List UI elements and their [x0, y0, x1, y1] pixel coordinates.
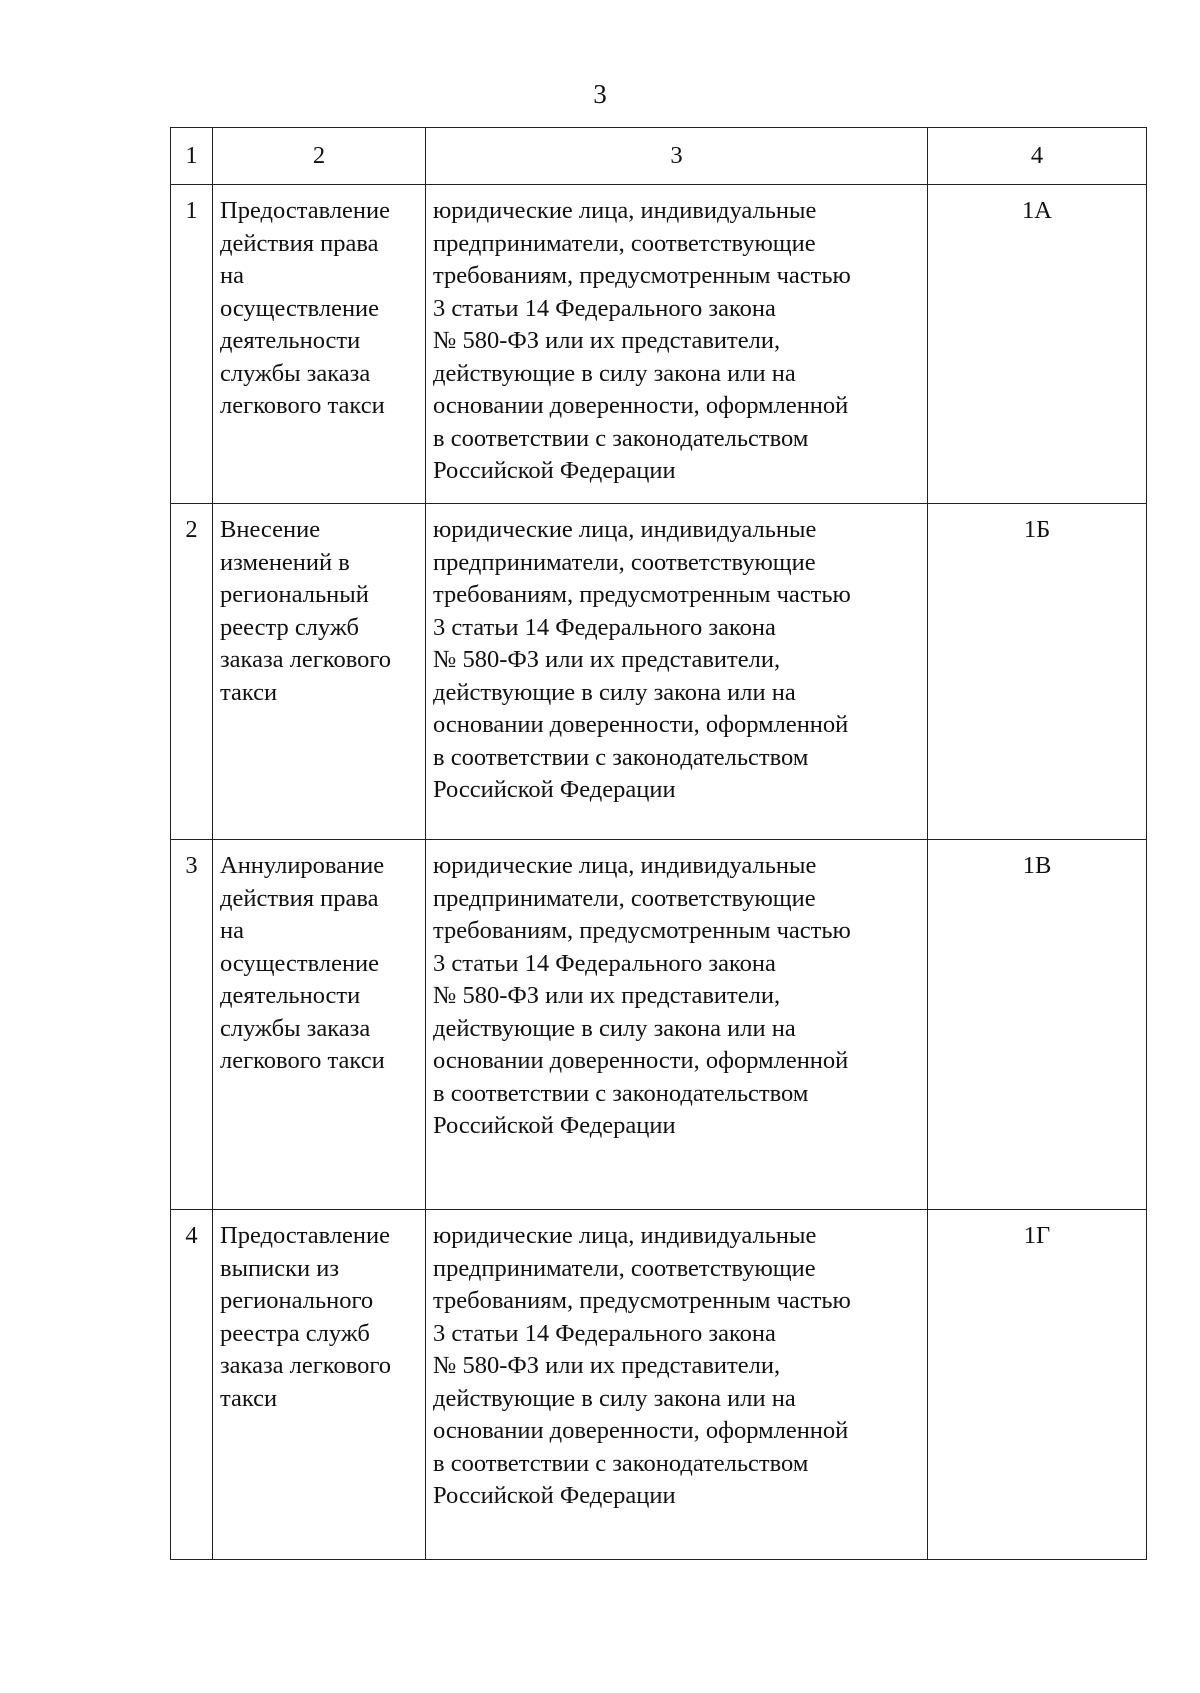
table-row: [171, 840, 1147, 1210]
applicants-line: № 580-ФЗ или их представители,: [433, 327, 781, 354]
service-name: [213, 185, 426, 504]
service-name-line: Предоставление: [220, 1222, 391, 1249]
service-name-line: деятельности: [220, 982, 361, 1009]
row-number: 1: [171, 185, 213, 504]
applicants-line: Российской Федерации: [433, 1112, 676, 1139]
applicants-line: в соответствии с законодательством: [433, 1079, 809, 1107]
service-code: 1В: [928, 840, 1147, 1210]
applicants-line: № 580-ФЗ или их представители,: [433, 646, 781, 673]
applicants-line: 3 статьи 14 Федерального закона: [433, 294, 776, 322]
service-code: 1А: [928, 185, 1147, 504]
page-number: 3: [593, 79, 607, 109]
applicants-line: 3 статьи 14 Федерального закона: [433, 1319, 776, 1347]
applicants-line: основании доверенности, оформленной: [433, 1047, 849, 1074]
applicants-description: [426, 504, 928, 840]
header-cell-1: 1: [171, 128, 213, 185]
header-cell-2: 2: [213, 128, 426, 185]
applicants-line: основании доверенности, оформленной: [433, 1417, 849, 1444]
services-table: [170, 127, 1147, 1560]
applicants-line: юридические лица, индивидуальные: [433, 1222, 817, 1249]
service-name-line: изменений в: [220, 548, 350, 576]
applicants-line: основании доверенности, оформленной: [433, 711, 849, 738]
header-cell-4: 4: [928, 128, 1147, 185]
applicants-line: юридические лица, индивидуальные: [433, 197, 817, 224]
applicants-line: действующие в силу закона или на: [433, 678, 796, 706]
service-name-line: на: [220, 262, 244, 289]
service-name-line: заказа легкового: [220, 1352, 392, 1379]
applicants-line: 3 статьи 14 Федерального закона: [433, 613, 776, 641]
table-row: [171, 185, 1147, 504]
service-name: [213, 1210, 426, 1560]
row-number: 2: [171, 504, 213, 840]
applicants-line: предприниматели, соответствующие: [433, 884, 816, 912]
applicants-line: Российской Федерации: [433, 776, 676, 803]
service-name: [213, 504, 426, 840]
service-name-line: легкового такси: [220, 1047, 385, 1074]
service-code: 1Г: [928, 1210, 1147, 1560]
service-name-line: такси: [220, 678, 278, 706]
applicants-line: предприниматели, соответствующие: [433, 229, 816, 257]
service-name-line: реестр служб: [220, 613, 359, 641]
table-row: [171, 504, 1147, 840]
applicants-line: действующие в силу закона или на: [433, 1014, 796, 1042]
table-row: [171, 1210, 1147, 1560]
applicants-line: требованиям, предусмотренным частью: [433, 262, 851, 289]
service-name-line: Аннулирование: [220, 852, 385, 879]
applicants-line: требованиям, предусмотренным частью: [433, 917, 851, 944]
applicants-line: действующие в силу закона или на: [433, 1384, 796, 1412]
table-header-row: [171, 128, 1147, 185]
service-name-line: такси: [220, 1384, 278, 1412]
applicants-line: предприниматели, соответствующие: [433, 1254, 816, 1282]
applicants-line: предприниматели, соответствующие: [433, 548, 816, 576]
applicants-line: Российской Федерации: [433, 1482, 676, 1509]
service-name-line: осуществление: [220, 294, 380, 322]
service-name-line: заказа легкового: [220, 646, 392, 673]
applicants-line: требованиям, предусмотренным частью: [433, 1287, 851, 1314]
applicants-description: [426, 840, 928, 1210]
applicants-description: [426, 1210, 928, 1560]
applicants-description: [426, 185, 928, 504]
service-name-line: действия права: [220, 229, 379, 257]
service-name-line: Предоставление: [220, 197, 391, 224]
service-name-line: на: [220, 917, 244, 944]
applicants-line: основании доверенности, оформленной: [433, 392, 849, 419]
header-cell-3: 3: [426, 128, 928, 185]
applicants-line: № 580-ФЗ или их представители,: [433, 982, 781, 1009]
service-code: 1Б: [928, 504, 1147, 840]
applicants-line: в соответствии с законодательством: [433, 424, 809, 452]
applicants-line: 3 статьи 14 Федерального закона: [433, 949, 776, 977]
applicants-line: юридические лица, индивидуальные: [433, 516, 817, 543]
applicants-line: в соответствии с законодательством: [433, 1449, 809, 1477]
service-name-line: выписки из: [220, 1254, 340, 1282]
applicants-line: действующие в силу закона или на: [433, 359, 796, 387]
service-name: [213, 840, 426, 1210]
service-name-line: региональный: [220, 581, 369, 608]
service-name-line: деятельности: [220, 327, 361, 354]
applicants-line: Российской Федерации: [433, 457, 676, 484]
applicants-line: юридические лица, индивидуальные: [433, 852, 817, 879]
service-name-line: службы заказа: [220, 1014, 371, 1042]
service-name-line: регионального: [220, 1287, 374, 1314]
service-name-line: осуществление: [220, 949, 380, 977]
row-number: 3: [171, 840, 213, 1210]
applicants-line: № 580-ФЗ или их представители,: [433, 1352, 781, 1379]
applicants-line: в соответствии с законодательством: [433, 743, 809, 771]
row-number: 4: [171, 1210, 213, 1560]
service-name-line: действия права: [220, 884, 379, 912]
service-name-line: службы заказа: [220, 359, 371, 387]
service-name-line: легкового такси: [220, 392, 385, 419]
service-name-line: Внесение: [220, 516, 321, 543]
applicants-line: требованиям, предусмотренным частью: [433, 581, 851, 608]
service-name-line: реестра служб: [220, 1319, 370, 1347]
